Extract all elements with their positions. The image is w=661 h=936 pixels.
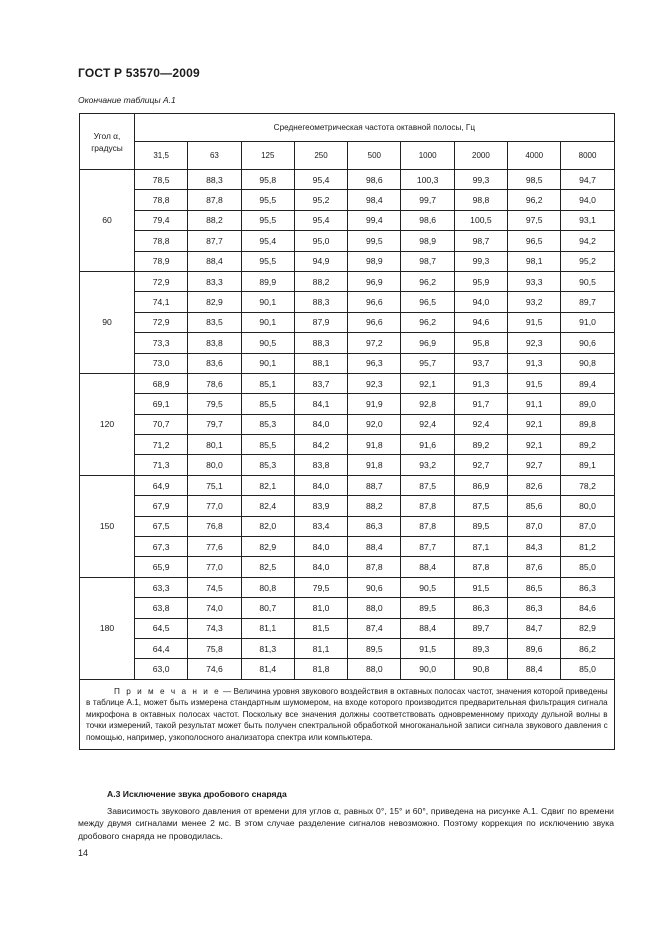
value-cell: 91,7 <box>454 394 507 414</box>
value-cell: 81,3 <box>241 638 294 658</box>
value-cell: 64,5 <box>135 618 188 638</box>
table-row <box>80 557 615 577</box>
frequency-header-cell: 125 <box>241 142 294 170</box>
section-title: А.3 Исключение звука дробового снаряда <box>107 789 287 799</box>
value-cell: 95,2 <box>561 251 614 271</box>
table-caption: Окончание таблицы А.1 <box>78 95 176 105</box>
value-cell: 89,8 <box>561 414 614 434</box>
value-cell: 88,2 <box>294 271 347 291</box>
value-cell: 91,8 <box>348 455 401 475</box>
value-cell: 95,5 <box>241 190 294 210</box>
value-cell: 63,0 <box>135 659 188 679</box>
table-row <box>80 638 615 658</box>
table-header <box>80 114 615 170</box>
value-cell: 95,4 <box>241 231 294 251</box>
value-cell: 98,9 <box>401 231 454 251</box>
value-cell: 78,9 <box>135 251 188 271</box>
value-cell: 91,3 <box>508 353 561 373</box>
value-cell: 83,4 <box>294 516 347 536</box>
value-cell: 82,9 <box>241 537 294 557</box>
value-cell: 92,1 <box>508 435 561 455</box>
value-cell: 98,4 <box>348 190 401 210</box>
value-cell: 90,8 <box>561 353 614 373</box>
value-cell: 95,0 <box>294 231 347 251</box>
table-row <box>80 373 615 393</box>
value-cell: 86,9 <box>454 475 507 495</box>
value-cell: 78,2 <box>561 475 614 495</box>
value-cell: 83,8 <box>294 455 347 475</box>
value-cell: 83,9 <box>294 496 347 516</box>
value-cell: 79,5 <box>294 577 347 597</box>
table-row <box>80 394 615 414</box>
value-cell: 87,8 <box>401 516 454 536</box>
value-cell: 87,5 <box>401 475 454 495</box>
value-cell: 93,7 <box>454 353 507 373</box>
table-row <box>80 312 615 332</box>
value-cell: 98,6 <box>401 210 454 230</box>
value-cell: 74,6 <box>188 659 241 679</box>
value-cell: 89,2 <box>454 435 507 455</box>
value-cell: 74,1 <box>135 292 188 312</box>
value-cell: 86,5 <box>508 577 561 597</box>
angle-cell: 120 <box>80 373 135 475</box>
frequency-header-row <box>80 142 615 170</box>
value-cell: 85,1 <box>241 373 294 393</box>
value-cell: 84,6 <box>561 598 614 618</box>
value-cell: 84,0 <box>294 414 347 434</box>
value-cell: 86,3 <box>508 598 561 618</box>
value-cell: 82,9 <box>561 618 614 638</box>
value-cell: 85,3 <box>241 414 294 434</box>
angle-cell: 90 <box>80 271 135 373</box>
value-cell: 89,4 <box>561 373 614 393</box>
value-cell: 87,7 <box>188 231 241 251</box>
value-cell: 80,0 <box>561 496 614 516</box>
value-cell: 88,3 <box>188 170 241 190</box>
value-cell: 96,5 <box>401 292 454 312</box>
value-cell: 92,4 <box>454 414 507 434</box>
value-cell: 88,4 <box>508 659 561 679</box>
table-row <box>80 496 615 516</box>
value-cell: 74,5 <box>188 577 241 597</box>
table-row <box>80 170 615 190</box>
value-cell: 91,5 <box>508 312 561 332</box>
value-cell: 91,5 <box>508 373 561 393</box>
section-paragraph: Зависимость звукового давления от времени для углов α, равных 0°, 15° и 60°, приведена на рисунке А.1. Сдвиг по времени между двумя сигналами менее 2 мс. В этом случае разделение сигналов невозможно. Поэтому коррекция по исключению звука дробового снаряда не проводилась. <box>78 806 614 841</box>
value-cell: 80,1 <box>188 435 241 455</box>
value-cell: 95,4 <box>294 170 347 190</box>
value-cell: 88,4 <box>188 251 241 271</box>
value-cell: 97,5 <box>508 210 561 230</box>
value-cell: 91,5 <box>401 638 454 658</box>
value-cell: 95,5 <box>241 251 294 271</box>
value-cell: 87,0 <box>561 516 614 536</box>
value-cell: 96,2 <box>508 190 561 210</box>
value-cell: 89,5 <box>401 598 454 618</box>
table-row <box>80 455 615 475</box>
value-cell: 77,6 <box>188 537 241 557</box>
value-cell: 63,3 <box>135 577 188 597</box>
angle-cell: 180 <box>80 577 135 679</box>
value-cell: 83,7 <box>294 373 347 393</box>
value-cell: 94,0 <box>454 292 507 312</box>
value-cell: 92,7 <box>508 455 561 475</box>
value-cell: 84,0 <box>294 537 347 557</box>
note-label: П р и м е ч а н и е <box>114 686 221 696</box>
value-cell: 65,9 <box>135 557 188 577</box>
value-cell: 88,0 <box>348 659 401 679</box>
value-cell: 99,3 <box>454 170 507 190</box>
value-cell: 88,1 <box>294 353 347 373</box>
value-cell: 71,2 <box>135 435 188 455</box>
value-cell: 84,0 <box>294 557 347 577</box>
value-cell: 91,1 <box>508 394 561 414</box>
frequency-header-cell: 2000 <box>454 142 507 170</box>
value-cell: 90,6 <box>561 333 614 353</box>
table-row <box>80 251 615 271</box>
value-cell: 88,3 <box>294 292 347 312</box>
value-cell: 73,3 <box>135 333 188 353</box>
angle-column-header: Угол α, градусы <box>80 114 135 170</box>
value-cell: 96,3 <box>348 353 401 373</box>
value-cell: 88,7 <box>348 475 401 495</box>
value-cell: 95,2 <box>294 190 347 210</box>
value-cell: 96,2 <box>401 271 454 291</box>
value-cell: 85,6 <box>508 496 561 516</box>
value-cell: 99,4 <box>348 210 401 230</box>
value-cell: 89,9 <box>241 271 294 291</box>
value-cell: 86,3 <box>561 577 614 597</box>
value-cell: 87,8 <box>454 557 507 577</box>
value-cell: 95,8 <box>241 170 294 190</box>
value-cell: 86,3 <box>454 598 507 618</box>
value-cell: 98,8 <box>454 190 507 210</box>
table-note <box>80 679 615 750</box>
value-cell: 84,0 <box>294 475 347 495</box>
value-cell: 84,1 <box>294 394 347 414</box>
value-cell: 90,5 <box>241 333 294 353</box>
value-cell: 91,6 <box>401 435 454 455</box>
value-cell: 98,7 <box>454 231 507 251</box>
table-row <box>80 537 615 557</box>
value-cell: 68,9 <box>135 373 188 393</box>
frequency-header-cell: 31,5 <box>135 142 188 170</box>
value-cell: 98,1 <box>508 251 561 271</box>
value-cell: 96,2 <box>401 312 454 332</box>
value-cell: 67,3 <box>135 537 188 557</box>
table-row <box>80 292 615 312</box>
value-cell: 97,2 <box>348 333 401 353</box>
value-cell: 92,0 <box>348 414 401 434</box>
value-cell: 93,2 <box>401 455 454 475</box>
value-cell: 84,3 <box>508 537 561 557</box>
value-cell: 67,5 <box>135 516 188 536</box>
value-cell: 80,8 <box>241 577 294 597</box>
value-cell: 78,8 <box>135 231 188 251</box>
value-cell: 69,1 <box>135 394 188 414</box>
value-cell: 91,5 <box>454 577 507 597</box>
value-cell: 93,3 <box>508 271 561 291</box>
standard-header: ГОСТ Р 53570—2009 <box>78 66 200 80</box>
table-row <box>80 414 615 434</box>
value-cell: 88,4 <box>401 618 454 638</box>
value-cell: 96,9 <box>348 271 401 291</box>
value-cell: 79,4 <box>135 210 188 230</box>
value-cell: 87,8 <box>188 190 241 210</box>
value-cell: 78,8 <box>135 190 188 210</box>
value-cell: 99,7 <box>401 190 454 210</box>
table-row <box>80 475 615 495</box>
value-cell: 90,1 <box>241 292 294 312</box>
value-cell: 95,9 <box>454 271 507 291</box>
value-cell: 75,8 <box>188 638 241 658</box>
value-cell: 99,3 <box>454 251 507 271</box>
value-cell: 90,5 <box>401 577 454 597</box>
value-cell: 96,6 <box>348 312 401 332</box>
value-cell: 81,0 <box>294 598 347 618</box>
value-cell: 100,3 <box>401 170 454 190</box>
frequency-group-header: Среднегеометрическая частота октавной полосы, Гц <box>135 114 615 142</box>
value-cell: 99,5 <box>348 231 401 251</box>
value-cell: 91,8 <box>348 435 401 455</box>
frequency-header-cell: 500 <box>348 142 401 170</box>
angle-cell: 150 <box>80 475 135 577</box>
value-cell: 76,8 <box>188 516 241 536</box>
value-cell: 71,3 <box>135 455 188 475</box>
value-cell: 88,3 <box>294 333 347 353</box>
value-cell: 81,2 <box>561 537 614 557</box>
value-cell: 94,9 <box>294 251 347 271</box>
value-cell: 83,3 <box>188 271 241 291</box>
value-cell: 88,4 <box>348 537 401 557</box>
value-cell: 91,9 <box>348 394 401 414</box>
value-cell: 83,6 <box>188 353 241 373</box>
table-row <box>80 190 615 210</box>
value-cell: 90,0 <box>401 659 454 679</box>
value-cell: 91,3 <box>454 373 507 393</box>
value-cell: 87,0 <box>508 516 561 536</box>
note-text: — Величина уровня звукового воздействия в октавных полосах частот, значения которой приведены в таблице А.1, может быть измерена стандартным шумомером, на входе которого производится предварительная фильтрация сигнала микрофона в октавных полосах частот. Поскольку все значения должны соответствовать одновременному приходу дульной волны в точки измерений, такой результат может быть получен спектральной обработкой многоканальной записи сигнала звукового давления с помощью, например, узкополосного анализатора спектра или компьютера. <box>86 686 608 742</box>
value-cell: 87,8 <box>401 496 454 516</box>
value-cell: 74,3 <box>188 618 241 638</box>
value-cell: 88,4 <box>401 557 454 577</box>
value-cell: 95,4 <box>294 210 347 230</box>
value-cell: 94,7 <box>561 170 614 190</box>
value-cell: 67,9 <box>135 496 188 516</box>
table-row <box>80 231 615 251</box>
value-cell: 72,9 <box>135 271 188 291</box>
value-cell: 80,0 <box>188 455 241 475</box>
value-cell: 88,2 <box>188 210 241 230</box>
value-cell: 94,2 <box>561 231 614 251</box>
value-cell: 95,5 <box>241 210 294 230</box>
value-cell: 79,7 <box>188 414 241 434</box>
value-cell: 98,6 <box>348 170 401 190</box>
value-cell: 92,3 <box>508 333 561 353</box>
value-cell: 96,6 <box>348 292 401 312</box>
value-cell: 89,7 <box>454 618 507 638</box>
value-cell: 87,5 <box>454 496 507 516</box>
value-cell: 90,8 <box>454 659 507 679</box>
value-cell: 100,5 <box>454 210 507 230</box>
value-cell: 94,0 <box>561 190 614 210</box>
value-cell: 89,7 <box>561 292 614 312</box>
table-row <box>80 435 615 455</box>
value-cell: 77,0 <box>188 557 241 577</box>
value-cell: 98,5 <box>508 170 561 190</box>
value-cell: 89,2 <box>561 435 614 455</box>
table-row <box>80 353 615 373</box>
value-cell: 84,2 <box>294 435 347 455</box>
value-cell: 89,6 <box>508 638 561 658</box>
table-row <box>80 618 615 638</box>
data-table <box>79 113 615 750</box>
value-cell: 89,5 <box>348 638 401 658</box>
value-cell: 63,8 <box>135 598 188 618</box>
value-cell: 81,8 <box>294 659 347 679</box>
table-row <box>80 516 615 536</box>
value-cell: 85,5 <box>241 435 294 455</box>
value-cell: 81,5 <box>294 618 347 638</box>
frequency-header-cell: 250 <box>294 142 347 170</box>
value-cell: 87,9 <box>294 312 347 332</box>
value-cell: 94,6 <box>454 312 507 332</box>
value-cell: 82,6 <box>508 475 561 495</box>
value-cell: 89,5 <box>454 516 507 536</box>
value-cell: 90,1 <box>241 353 294 373</box>
value-cell: 84,7 <box>508 618 561 638</box>
frequency-header-cell: 4000 <box>508 142 561 170</box>
value-cell: 78,5 <box>135 170 188 190</box>
value-cell: 82,5 <box>241 557 294 577</box>
value-cell: 88,2 <box>348 496 401 516</box>
value-cell: 73,0 <box>135 353 188 373</box>
table-row <box>80 210 615 230</box>
value-cell: 85,3 <box>241 455 294 475</box>
value-cell: 81,4 <box>241 659 294 679</box>
value-cell: 87,8 <box>348 557 401 577</box>
value-cell: 90,1 <box>241 312 294 332</box>
value-cell: 92,7 <box>454 455 507 475</box>
value-cell: 87,1 <box>454 537 507 557</box>
table-row <box>80 333 615 353</box>
value-cell: 90,6 <box>348 577 401 597</box>
value-cell: 70,7 <box>135 414 188 434</box>
value-cell: 92,1 <box>401 373 454 393</box>
table-row <box>80 598 615 618</box>
value-cell: 85,5 <box>241 394 294 414</box>
value-cell: 82,9 <box>188 292 241 312</box>
value-cell: 96,9 <box>401 333 454 353</box>
table-body <box>80 170 615 680</box>
value-cell: 83,5 <box>188 312 241 332</box>
value-cell: 74,0 <box>188 598 241 618</box>
note-row <box>80 679 615 750</box>
value-cell: 89,1 <box>561 455 614 475</box>
value-cell: 87,7 <box>401 537 454 557</box>
angle-cell: 60 <box>80 170 135 272</box>
value-cell: 83,8 <box>188 333 241 353</box>
value-cell: 87,6 <box>508 557 561 577</box>
value-cell: 89,3 <box>454 638 507 658</box>
table-row <box>80 577 615 597</box>
value-cell: 88,0 <box>348 598 401 618</box>
frequency-header-cell: 1000 <box>401 142 454 170</box>
value-cell: 95,8 <box>454 333 507 353</box>
value-cell: 85,0 <box>561 659 614 679</box>
value-cell: 86,2 <box>561 638 614 658</box>
value-cell: 92,4 <box>401 414 454 434</box>
value-cell: 82,4 <box>241 496 294 516</box>
frequency-header-cell: 8000 <box>561 142 614 170</box>
value-cell: 64,4 <box>135 638 188 658</box>
value-cell: 78,6 <box>188 373 241 393</box>
value-cell: 64,9 <box>135 475 188 495</box>
value-cell: 98,7 <box>401 251 454 271</box>
value-cell: 79,5 <box>188 394 241 414</box>
table-row <box>80 271 615 291</box>
frequency-header-cell: 63 <box>188 142 241 170</box>
value-cell: 98,9 <box>348 251 401 271</box>
value-cell: 77,0 <box>188 496 241 516</box>
value-cell: 96,5 <box>508 231 561 251</box>
value-cell: 75,1 <box>188 475 241 495</box>
value-cell: 92,8 <box>401 394 454 414</box>
value-cell: 72,9 <box>135 312 188 332</box>
page-number: 14 <box>78 848 89 858</box>
value-cell: 91,0 <box>561 312 614 332</box>
value-cell: 95,7 <box>401 353 454 373</box>
value-cell: 89,0 <box>561 394 614 414</box>
value-cell: 92,3 <box>348 373 401 393</box>
value-cell: 85,0 <box>561 557 614 577</box>
value-cell: 92,1 <box>508 414 561 434</box>
value-cell: 93,1 <box>561 210 614 230</box>
value-cell: 82,1 <box>241 475 294 495</box>
value-cell: 90,5 <box>561 271 614 291</box>
value-cell: 80,7 <box>241 598 294 618</box>
value-cell: 81,1 <box>294 638 347 658</box>
value-cell: 93,2 <box>508 292 561 312</box>
value-cell: 86,3 <box>348 516 401 536</box>
value-cell: 82,0 <box>241 516 294 536</box>
value-cell: 81,1 <box>241 618 294 638</box>
value-cell: 87,4 <box>348 618 401 638</box>
table-row <box>80 659 615 679</box>
